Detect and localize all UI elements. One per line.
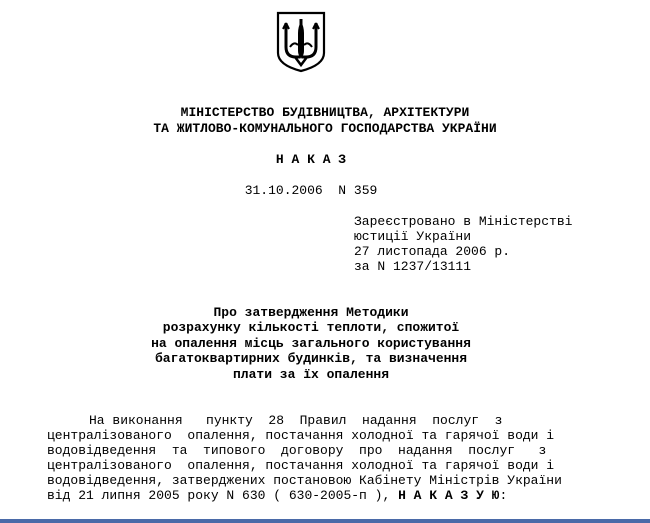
registration-line: 27 листопада 2006 р. xyxy=(354,244,511,259)
tryzub-coat-of-arms-icon xyxy=(276,11,326,73)
body-line-text: : xyxy=(499,488,508,503)
title-line: плати за їх опалення xyxy=(232,367,390,382)
title-line: розрахунку кількості теплоти, спожитої xyxy=(162,320,460,335)
ministry-name-line2: ТА ЖИТЛОВО-КОМУНАЛЬНОГО ГОСПОДАРСТВА УКРАЇНИ xyxy=(153,121,497,136)
body-line: централізованого опалення, постачання холодної та гарячої води і xyxy=(47,428,555,443)
title-line: на опалення місць загального користування xyxy=(151,336,471,351)
ministry-name-line1: МІНІСТЕРСТВО БУДІВНИЦТВА, АРХІТЕКТУРИ xyxy=(180,105,470,120)
body-line-text: На виконання пункту 28 Правил надання послуг з xyxy=(89,413,503,428)
body-line-text: від 21 липня 2005 року N 630 ( 630-2005-п ), xyxy=(47,488,399,503)
body-line: водовідведення, затверджених постановою Кабінету Міністрів України xyxy=(47,473,562,488)
order-keyword: Н А К А З У Ю xyxy=(398,488,500,503)
registration-line: юстиції України xyxy=(354,229,472,244)
bottom-divider xyxy=(0,519,650,523)
registration-line: Зареєстровано в Міністерстві xyxy=(354,214,573,229)
title-line: багатоквартирних будинків, та визначення xyxy=(154,351,468,366)
registration-line: за N 1237/13111 xyxy=(354,259,472,274)
body-line xyxy=(47,488,578,503)
body-line: централізованого опалення, постачання холодної та гарячої води і xyxy=(47,458,555,473)
body-line: водовідведення та типового договору про надання послуг з xyxy=(47,443,547,458)
document-date-number: 31.10.2006 N 359 xyxy=(244,183,378,198)
body-line xyxy=(89,413,578,428)
title-line: Про затвердження Методики xyxy=(213,305,409,320)
document-type: Н А К А З xyxy=(275,152,347,167)
